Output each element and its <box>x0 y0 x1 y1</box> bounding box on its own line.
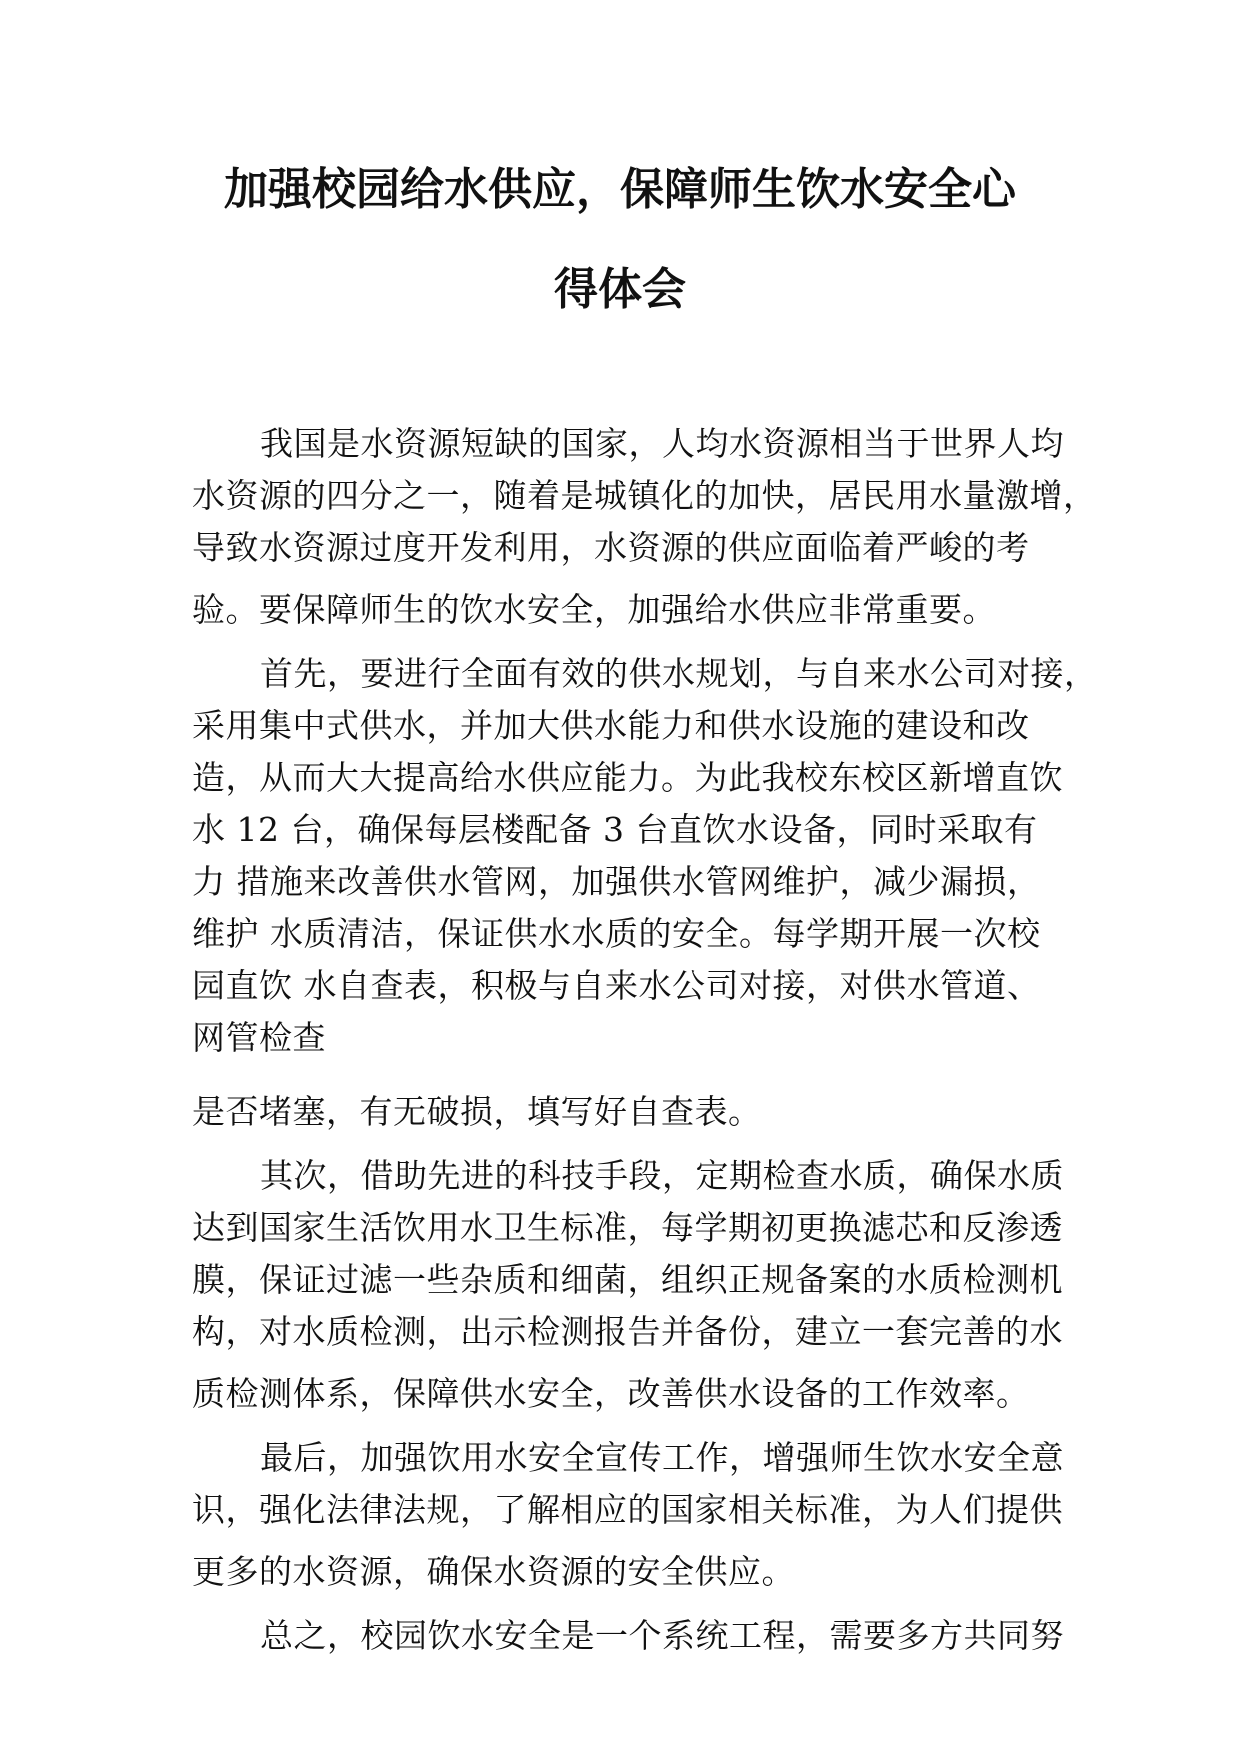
text-line: 网管检查 <box>192 1018 326 1057</box>
text-line: 质检测体系，保障供水安全，改善供水设备的工作效率。 <box>192 1374 1030 1413</box>
text-line: 更多的水资源，确保水资源的安全供应。 <box>192 1552 795 1591</box>
text-line: 采用集中式供水，并加大供水能力和供水设施的建设和改 <box>192 706 1030 745</box>
text-line: 我国是水资源短缺的国家，人均水资源相当于世界人均 <box>260 424 1064 463</box>
paragraph-1 <box>192 418 1097 636</box>
text-line: 水 12 台，确保每层楼配备 3 台直饮水设备，同时采取有 <box>192 810 1038 849</box>
document-title <box>150 140 1090 340</box>
text-line: 是否堵塞，有无破损，填写好自查表。 <box>192 1092 762 1131</box>
text-line: 其次，借助先进的科技手段，定期检查水质，确保水质 <box>260 1156 1064 1195</box>
text-line: 造，从而大大提高给水供应能力。为此我校东校区新增直饮 <box>192 758 1063 797</box>
document-body <box>192 418 1098 1662</box>
paragraph-5 <box>192 1610 1064 1662</box>
text-line: 水资源的四分之一，随着是城镇化的加快，居民用水量激增， <box>192 476 1097 515</box>
text-line: 验。要保障师生的饮水安全，加强给水供应非常重要。 <box>192 590 996 629</box>
text-line: 最后，加强饮用水安全宣传工作，增强师生饮水安全意 <box>260 1438 1064 1477</box>
text-line: 园直饮 水自查表，积极与自来水公司对接，对供水管道、 <box>192 966 1041 1005</box>
text-line: 力 措施来改善供水管网，加强供水管网维护，减少漏损， <box>192 862 1041 901</box>
text-line: 导致水资源过度开发利用，水资源的供应面临着严峻的考 <box>192 528 1030 567</box>
title-line-2: 得体会 <box>554 264 686 315</box>
text-line: 总之，校园饮水安全是一个系统工程，需要多方共同努 <box>260 1616 1064 1655</box>
text-line: 构，对水质检测，出示检测报告并备份，建立一套完善的水 <box>192 1312 1063 1351</box>
text-line: 达到国家生活饮用水卫生标准，每学期初更换滤芯和反渗透 <box>192 1208 1063 1247</box>
text-line: 膜，保证过滤一些杂质和细菌，组织正规备案的水质检测机 <box>192 1260 1063 1299</box>
paragraph-3 <box>192 1150 1064 1420</box>
paragraph-4 <box>192 1432 1064 1598</box>
text-line: 维护 水质清洁，保证供水水质的安全。每学期开展一次校 <box>192 914 1041 953</box>
paragraph-2 <box>192 648 1098 1138</box>
text-line: 识，强化法律法规，了解相应的国家相关标准，为人们提供 <box>192 1490 1063 1529</box>
text-line: 首先，要进行全面有效的供水规划，与自来水公司对接， <box>260 654 1098 693</box>
title-line-1: 加强校园给水供应，保障师生饮水安全心 <box>224 164 1016 215</box>
